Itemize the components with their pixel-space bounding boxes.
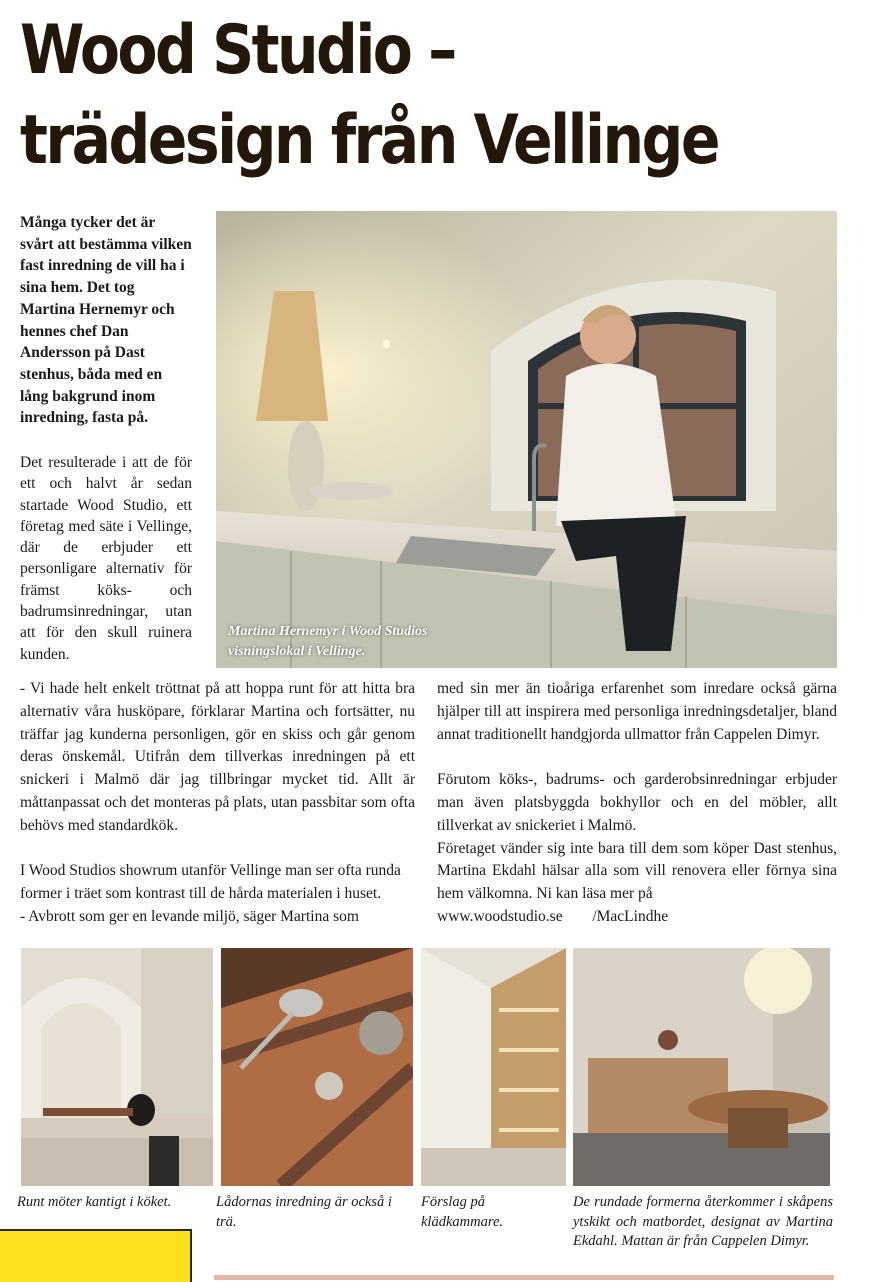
kitchen-caption: Runt möter kantigt i köket. (17, 1194, 172, 1210)
hero-caption-line-2: visningslokal i Vellinge. (228, 644, 366, 659)
lead-paragraph: Många tycker det är svårt att bestämma vilken fast inredning de vill ha i sina hem. Det tog Martina Hernemyr och hennes chef Dan Andersson på Dast stenhus, båda med en lång bakgrund inom inredning, fasta på. (20, 214, 192, 427)
column-left-paragraph-2: I Wood Studios showrum utanför Vellinge man ser ofta runda former i träet som kontrast till de hårda materialen i huset. (20, 862, 401, 903)
yellow-corner-block (0, 1229, 192, 1282)
headline-line-2: trädesign från Vellinge (20, 101, 718, 180)
article-column-left (20, 678, 415, 929)
article-column-right (437, 678, 837, 929)
hero-caption-line-1: Martina Hernemyr i Wood Studios (228, 624, 428, 639)
dining-caption: De rundade formerna återkommer i skåpens ytskikt och matbordet, designat av Martina Ekdahl. Mattan är från Cappelen Dimyr. (573, 1194, 833, 1249)
drawer-caption: Lådornas inredning är också i trä. (216, 1194, 392, 1230)
hero-photo (216, 211, 837, 668)
column-left-paragraph-3: - Avbrott som ger en levande miljö, säger Martina som (20, 907, 359, 925)
headline-line-1: Wood Studio – (20, 11, 455, 90)
closet-caption: Förslag på klädkammare. (421, 1194, 504, 1230)
kitchen-photo (21, 948, 213, 1186)
byline: /MacLindhe (592, 907, 669, 925)
hero-caption (228, 622, 488, 662)
website-link[interactable]: www.woodstudio.se (437, 907, 563, 925)
bottom-accent-rule (214, 1275, 834, 1280)
intro-paragraph: Det resulterade i att de för ett och halvt år sedan startade Wood Studio, ett företag med säte i Vellinge, där de erbjuder ett personligare alternativ för främst köks- och badrumsinredningar, utan att för den skull ruinera kunden. (20, 454, 192, 663)
column-right-signoff (437, 906, 837, 929)
closet-photo (421, 948, 566, 1186)
column-right-paragraph-3: Företaget vänder sig inte bara till dem som köper Dast stenhus, Martina Ekdahl hälsar alla som vill renovera eller förnya sina hem välkomna. Ni kan läsa mer på (437, 839, 837, 903)
dining-photo (573, 948, 830, 1186)
headline (20, 6, 742, 186)
drawer-photo (221, 948, 413, 1186)
column-right-paragraph-1: med sin mer än tioåriga erfarenhet som inredare också gärna hjälper till att inspirera med personliga inredningsdetaljer, bland annat traditionellt handgjorda ullmattor från Cappelen Dimyr. (437, 680, 837, 743)
column-right-paragraph-2: Förutom köks-, badrums- och garderobsinredningar erbjuder man även platsbyggda bokhyllor och en del möbler, allt tillverkat av snickeriet i Malmö. (437, 771, 837, 834)
column-left-paragraph-1: - Vi hade helt enkelt tröttnat på att hoppa runt för att hitta bra alternativ våra husköpare, förklarar Martina och fortsätter, nu träffar jag kunderna personligen, gör en skiss och går genom deras önskemål. Utifrån dem tillverkas inredningen på ett snickeri i Malmö där jag tillbringar mycket tid. Allt är måttanpassat och det monteras på plats, utan passbitar som ofta behövs med standardkök. (20, 680, 415, 834)
